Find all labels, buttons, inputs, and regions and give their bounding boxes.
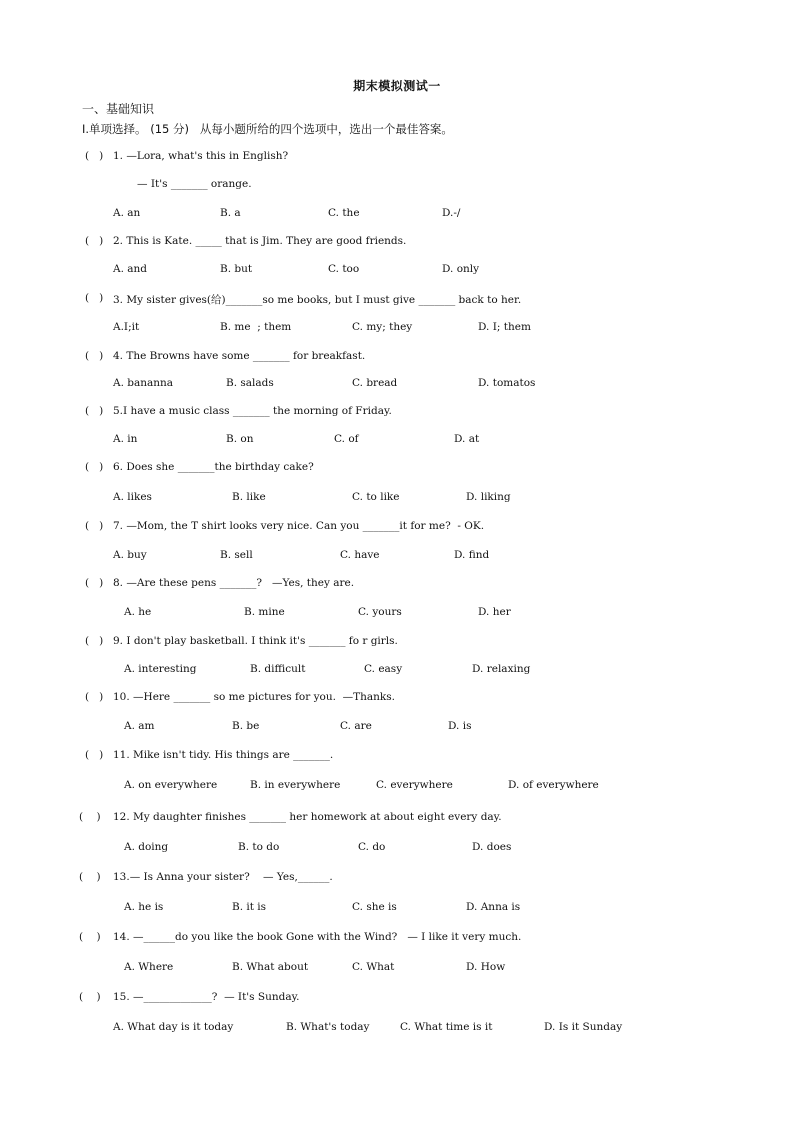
answer-blank: ( ) bbox=[79, 811, 101, 823]
option-a: A. buy bbox=[113, 549, 147, 561]
section-heading: 一、基础知识 bbox=[82, 102, 155, 116]
answer-blank: ( ) bbox=[85, 520, 104, 532]
question-1 bbox=[0, 150, 794, 170]
option-a: A. What day is it today bbox=[113, 1021, 234, 1033]
answer-blank: ( ) bbox=[85, 235, 104, 247]
answer-blank: ( ) bbox=[79, 871, 101, 883]
question-stem: 14. —______do you like the book Gone with the Wind? — I like it very much. bbox=[113, 931, 522, 943]
option-d: D.-/ bbox=[442, 207, 461, 219]
question-sub-line: — It's _______ orange. bbox=[137, 178, 252, 190]
question-stem: 4. The Browns have some _______ for breakfast. bbox=[113, 350, 366, 362]
option-a: A. am bbox=[124, 720, 155, 732]
option-b: B. be bbox=[232, 720, 260, 732]
question-stem: 3. My sister gives(给)_______so me books, but I must give _______ back to her. bbox=[113, 294, 522, 306]
question-stem: 11. Mike isn't tidy. His things are _______. bbox=[113, 749, 334, 761]
answer-blank: ( ) bbox=[85, 691, 104, 703]
question-6 bbox=[0, 461, 794, 481]
option-a: A. interesting bbox=[124, 663, 197, 675]
option-a: A.I;it bbox=[113, 321, 140, 333]
option-c: C. easy bbox=[364, 663, 403, 675]
answer-blank: ( ) bbox=[85, 749, 104, 761]
question-3 bbox=[0, 292, 794, 312]
option-a: A. an bbox=[113, 207, 141, 219]
option-a: A. doing bbox=[124, 841, 169, 853]
option-d: D. her bbox=[478, 606, 511, 618]
option-c: C. What bbox=[352, 961, 395, 973]
option-c: C. do bbox=[358, 841, 386, 853]
option-d: D. liking bbox=[466, 491, 511, 503]
option-c: C. the bbox=[328, 207, 360, 219]
question-stem: 2. This is Kate. _____ that is Jim. They are good friends. bbox=[113, 235, 407, 247]
question-7 bbox=[0, 520, 794, 540]
option-a: A. he bbox=[124, 606, 152, 618]
option-b: B. difficult bbox=[250, 663, 306, 675]
option-d: D. is bbox=[448, 720, 472, 732]
question-stem: 1. —Lora, what's this in English? bbox=[113, 150, 289, 162]
question-8 bbox=[0, 577, 794, 597]
option-a: A. bananna bbox=[113, 377, 174, 389]
answer-blank: ( ) bbox=[79, 931, 101, 943]
option-b: B. on bbox=[226, 433, 254, 445]
option-c: C. she is bbox=[352, 901, 397, 913]
option-b: B. like bbox=[232, 491, 266, 503]
option-c: C. What time is it bbox=[400, 1021, 493, 1033]
question-4 bbox=[0, 350, 794, 370]
option-b: B. What's today bbox=[286, 1021, 370, 1033]
answer-blank: ( ) bbox=[85, 405, 104, 417]
option-b: B. but bbox=[220, 263, 253, 275]
option-d: D. relaxing bbox=[472, 663, 531, 675]
question-stem: 13.— Is Anna your sister? — Yes,______. bbox=[113, 871, 333, 883]
answer-blank: ( ) bbox=[85, 150, 104, 162]
option-d: D. does bbox=[472, 841, 512, 853]
question-stem: 6. Does she _______the birthday cake? bbox=[113, 461, 314, 473]
page-title: 期末模拟测试一 bbox=[353, 79, 441, 93]
option-c: C. everywhere bbox=[376, 779, 453, 791]
instruction-text: Ⅰ.单项选择。 (15 分) 从每小题所给的四个选项中，选出一个最佳答案。 bbox=[82, 122, 453, 136]
option-d: D. Anna is bbox=[466, 901, 521, 913]
option-b: B. sell bbox=[220, 549, 253, 561]
option-c: C. are bbox=[340, 720, 372, 732]
answer-blank: ( ) bbox=[85, 292, 104, 304]
option-d: D. How bbox=[466, 961, 506, 973]
option-b: B. What about bbox=[232, 961, 309, 973]
option-b: B. it is bbox=[232, 901, 267, 913]
question-13 bbox=[0, 871, 794, 891]
option-c: C. have bbox=[340, 549, 380, 561]
option-d: D. only bbox=[442, 263, 480, 275]
question-10 bbox=[0, 691, 794, 711]
answer-blank: ( ) bbox=[85, 577, 104, 589]
option-a: A. Where bbox=[124, 961, 174, 973]
question-stem: 7. —Mom, the T shirt looks very nice. Can you _______it for me? - OK. bbox=[113, 520, 485, 532]
option-a: A. and bbox=[113, 263, 148, 275]
option-a: A. he is bbox=[124, 901, 164, 913]
option-d: D. at bbox=[454, 433, 480, 445]
option-b: B. in everywhere bbox=[250, 779, 341, 791]
question-14 bbox=[0, 931, 794, 951]
answer-blank: ( ) bbox=[85, 350, 104, 362]
option-b: B. me ; them bbox=[220, 321, 292, 333]
option-c: C. yours bbox=[358, 606, 402, 618]
answer-blank: ( ) bbox=[79, 991, 101, 1003]
question-5 bbox=[0, 405, 794, 425]
question-stem: 10. —Here _______ so me pictures for you. —Thanks. bbox=[113, 691, 395, 703]
option-c: C. to like bbox=[352, 491, 400, 503]
question-12 bbox=[0, 811, 794, 831]
option-c: C. too bbox=[328, 263, 360, 275]
option-a: A. on everywhere bbox=[124, 779, 218, 791]
option-d: D. Is it Sunday bbox=[544, 1021, 623, 1033]
option-b: B. salads bbox=[226, 377, 274, 389]
option-b: B. a bbox=[220, 207, 241, 219]
option-b: B. to do bbox=[238, 841, 280, 853]
option-a: A. in bbox=[113, 433, 138, 445]
question-2 bbox=[0, 235, 794, 255]
question-stem: 8. —Are these pens _______? —Yes, they are. bbox=[113, 577, 355, 589]
question-stem: 12. My daughter finishes _______ her homework at about eight every day. bbox=[113, 811, 502, 823]
option-a: A. likes bbox=[113, 491, 152, 503]
option-c: C. of bbox=[334, 433, 359, 445]
question-stem: 9. I don't play basketball. I think it's _______ fo r girls. bbox=[113, 635, 398, 647]
question-15 bbox=[0, 991, 794, 1011]
option-b: B. mine bbox=[244, 606, 285, 618]
option-d: D. of everywhere bbox=[508, 779, 599, 791]
question-stem: 15. —_____________? — It's Sunday. bbox=[113, 991, 300, 1003]
option-c: C. bread bbox=[352, 377, 398, 389]
question-stem: 5.I have a music class _______ the morning of Friday. bbox=[113, 405, 392, 417]
option-d: D. I; them bbox=[478, 321, 531, 333]
option-d: D. find bbox=[454, 549, 490, 561]
question-11 bbox=[0, 749, 794, 769]
answer-blank: ( ) bbox=[85, 635, 104, 647]
option-d: D. tomatos bbox=[478, 377, 536, 389]
answer-blank: ( ) bbox=[85, 461, 104, 473]
option-c: C. my; they bbox=[352, 321, 413, 333]
question-9 bbox=[0, 635, 794, 655]
